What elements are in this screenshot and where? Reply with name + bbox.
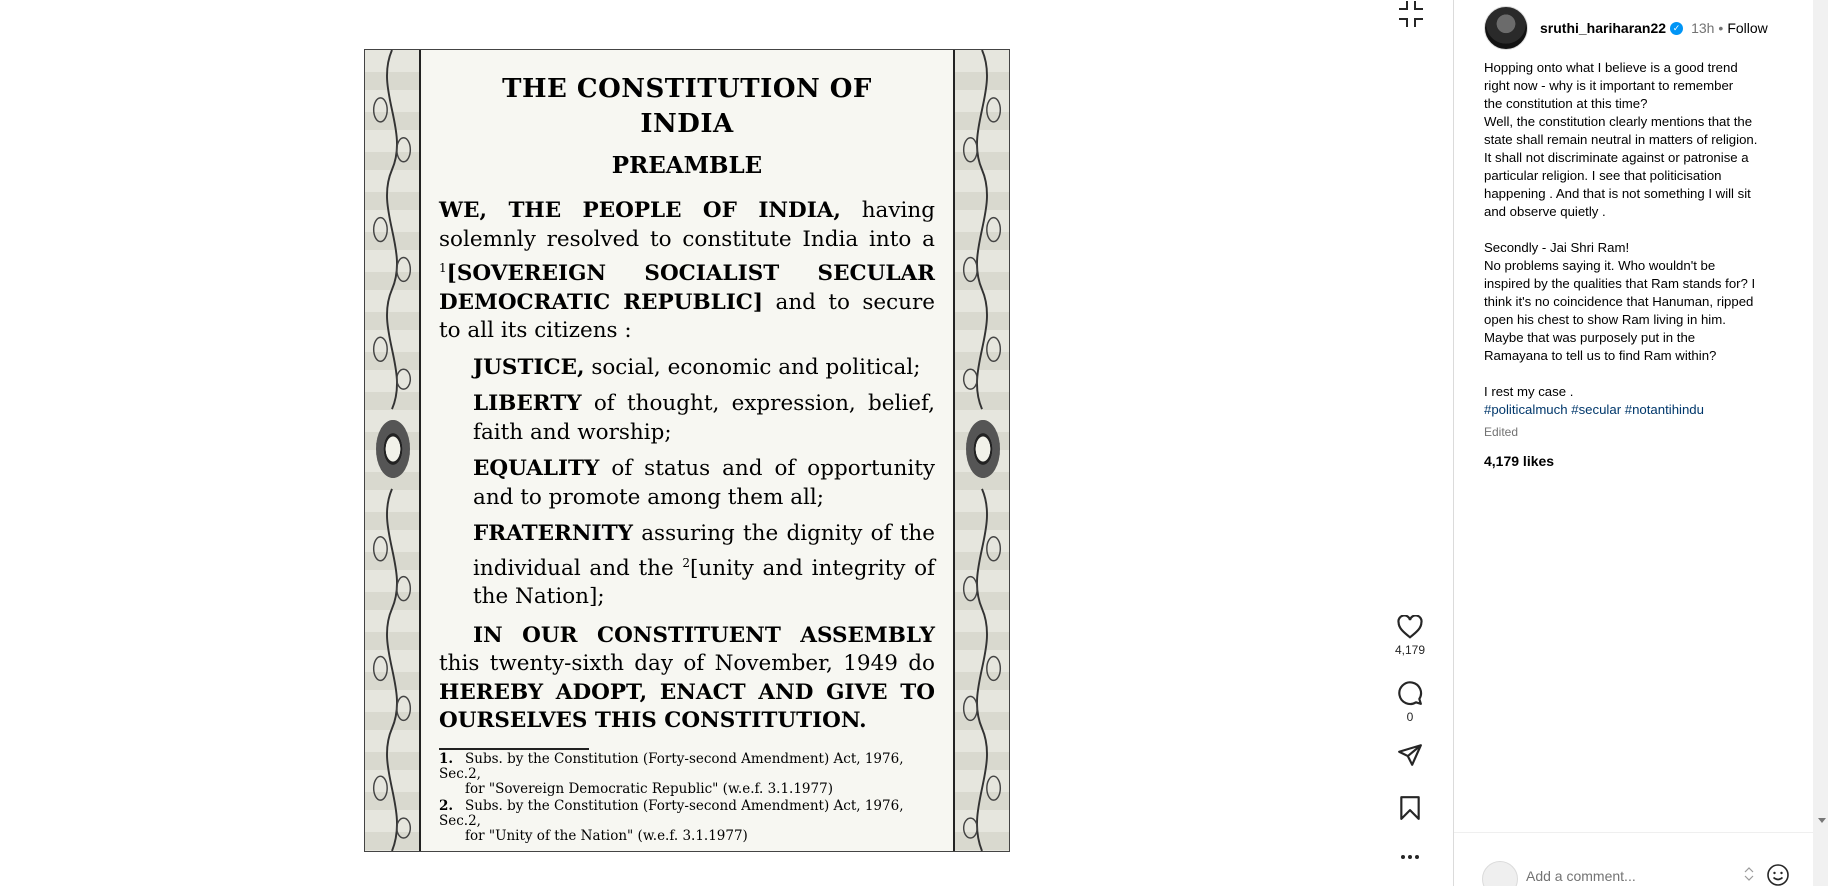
comment-input[interactable]: [1526, 863, 1726, 886]
author-row: [1484, 4, 1768, 44]
caption-line: inspired by the qualities that Ram stands for? I: [1484, 276, 1756, 291]
caption-blank-line: [1484, 365, 1784, 383]
caption-line: Hopping onto what I believe is a good trend: [1484, 60, 1738, 75]
doc-fraternity-rest2: [unity and integrity of the Nation];: [473, 555, 935, 610]
comment-bar: [1454, 832, 1814, 886]
caption-line: happening . And that is not something I will sit: [1484, 186, 1751, 201]
caption-line: Maybe that was purposely put in the: [1484, 330, 1696, 345]
username-link[interactable]: sruthi_hariharan22: [1540, 20, 1667, 36]
post-image[interactable]: [364, 49, 1010, 852]
footnote-1: [439, 752, 935, 797]
comment-count: 0: [1406, 710, 1414, 724]
hashtag-politicalmuch[interactable]: #politicalmuch: [1484, 402, 1568, 417]
doc-assembly-rest: this twenty-sixth day of November, 1949 do: [439, 651, 935, 677]
separator-dot: •: [1718, 20, 1724, 36]
likes-count[interactable]: 4,179 likes: [1484, 453, 1555, 469]
decorative-border-left: [365, 50, 421, 851]
hashtags: [1484, 401, 1784, 419]
decorative-border-right: [953, 50, 1009, 851]
comment-icon: [1397, 680, 1423, 706]
doc-justice-rest: social, economic and political;: [584, 354, 921, 380]
doc-liberty-rest: of thought, expression, belief, faith and worship;: [473, 391, 935, 445]
doc-para-assembly: [439, 622, 935, 736]
like-count: 4,179: [1394, 643, 1426, 657]
doc-fraternity-rest1: assuring the dignity of the individual and the: [473, 521, 935, 581]
caption-line: the constitution at this time?: [1484, 96, 1648, 111]
ashoka-chakra-left: [376, 420, 410, 478]
doc-preamble-heading: PREAMBLE: [611, 152, 763, 179]
post-details-panel: [1453, 0, 1813, 886]
verified-icon: ✓: [1670, 22, 1683, 35]
doc-para-fraternity: [439, 520, 935, 612]
share-icon: [1397, 743, 1423, 767]
doc-sup-2: 2: [682, 555, 691, 570]
caption-line: No problems saying it. Who wouldn't be: [1484, 258, 1716, 273]
emoji-icon[interactable]: [1766, 863, 1790, 886]
doc-liberty-bold: LIBERTY: [473, 391, 582, 417]
more-icon: [1398, 852, 1422, 862]
share-button[interactable]: [1394, 743, 1426, 767]
post-time[interactable]: 13h: [1691, 20, 1715, 36]
footnote-2-line1: Subs. by the Constitution (Forty-second Amendment) Act, 1976, Sec.2,: [439, 797, 904, 829]
doc-we-rest: having solemnly resolved to constitute India into a: [439, 198, 935, 252]
preamble-document: [423, 50, 951, 851]
resize-spinner-icon[interactable]: [1744, 865, 1754, 883]
scroll-down-arrow-icon[interactable]: [1818, 818, 1826, 823]
caption-blank-line: [1484, 221, 1784, 239]
doc-we-end: and to secure to all its citizens :: [439, 289, 935, 344]
caption-line: It shall not discriminate against or patronise a: [1484, 150, 1749, 165]
footnote-1-line1: Subs. by the Constitution (Forty-second Amendment) Act, 1976, Sec.2,: [439, 750, 904, 782]
caption-line: I rest my case .: [1484, 384, 1574, 399]
doc-equality-bold: EQUALITY: [473, 456, 600, 482]
doc-title-line1: THE CONSTITUTION OF: [502, 74, 872, 104]
doc-para-equality: [439, 455, 935, 512]
caption-line: and observe quietly .: [1484, 204, 1606, 219]
like-button[interactable]: [1394, 615, 1426, 657]
doc-sup-1: 1: [439, 261, 447, 275]
hashtag-secular[interactable]: #secular: [1571, 402, 1622, 417]
caption-line: Ramayana to tell us to find Ram within?: [1484, 348, 1717, 363]
footnote-1-line2: for "Sovereign Democratic Republic" (w.e.f. 3.1.1977): [465, 780, 833, 797]
caption-line: Well, the constitution clearly mentions that the: [1484, 114, 1753, 129]
doc-title-line2: INDIA: [640, 109, 734, 139]
doc-para-justice: [439, 354, 935, 383]
ashoka-chakra-right: [966, 420, 1000, 478]
doc-para-we-the-people: [439, 197, 935, 346]
minimize-icon: [1398, 0, 1424, 28]
doc-equality-rest: of status and of opportunity and to promote among them all;: [473, 456, 935, 510]
scrollbar[interactable]: [1813, 0, 1828, 886]
caption-line: right now - why is it important to remember: [1484, 78, 1734, 93]
footnote-1-number: 1.: [439, 750, 454, 767]
doc-justice-bold: JUSTICE,: [473, 354, 585, 380]
bookmark-icon: [1399, 795, 1421, 821]
comment-button[interactable]: [1394, 680, 1426, 724]
doc-republic-bold: [SOVEREIGN SOCIALIST SECULAR DEMOCRATIC REPUBLIC]: [439, 261, 935, 315]
footnote-2-number: 2.: [439, 797, 454, 814]
more-options-button[interactable]: [1394, 852, 1426, 862]
doc-we-bold: WE, THE PEOPLE OF INDIA,: [439, 198, 841, 223]
footnote-2: [439, 799, 935, 844]
footnote-rule: [439, 748, 589, 750]
footnote-2-line2: for "Unity of the Nation" (w.e.f. 3.1.1977): [465, 827, 748, 844]
hashtag-notantihindu[interactable]: #notantihindu: [1624, 402, 1704, 417]
caption-line: particular religion. I see that politicisation: [1484, 168, 1722, 183]
avatar[interactable]: [1484, 6, 1528, 50]
follow-button[interactable]: Follow: [1727, 20, 1768, 36]
save-button[interactable]: [1394, 795, 1426, 821]
post-caption: [1484, 59, 1784, 419]
caption-line: open his chest to show Ram living in him.: [1484, 312, 1726, 327]
doc-para-liberty: [439, 390, 935, 447]
caption-line: state shall remain neutral in matters of religion.: [1484, 132, 1758, 147]
doc-adopt-bold: HEREBY ADOPT, ENACT AND GIVE TO OURSELVES THIS CONSTITUTION.: [439, 679, 935, 734]
edited-label: Edited: [1484, 425, 1519, 439]
caption-line: Secondly - Jai Shri Ram!: [1484, 240, 1630, 255]
doc-fraternity-bold: FRATERNITY: [473, 521, 633, 547]
comment-avatar: [1482, 861, 1518, 886]
caption-line: think it's no coincidence that Hanuman, ripped: [1484, 294, 1754, 309]
doc-assembly-bold: IN OUR CONSTITUENT ASSEMBLY: [473, 622, 935, 648]
minimize-button[interactable]: [1398, 0, 1424, 28]
heart-icon: [1397, 615, 1423, 639]
